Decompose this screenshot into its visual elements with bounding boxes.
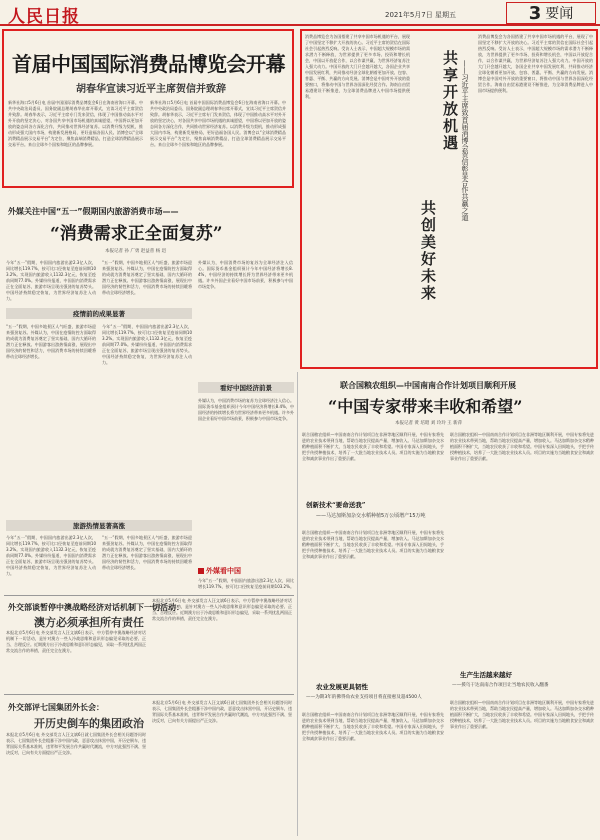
holiday-tag-label: 外媒看中国 xyxy=(206,567,241,575)
tag-square-icon xyxy=(198,568,204,574)
experts-body-col-1b: 联合国粮农组织—中国南南合作计划项目在非洲等地区顺利开展，中国专家将先进的农业技术带到当地，帮助当地农民提高产量，增加收入。马达加斯加杂交水稻种植面积不断扩大，当地农民收获了丰收和希望。中国专家深入田间地头，手把手传授种植技术，培养了一大批当地农业技术人员。项目的实施为当地粮食安全和减贫事业作出了重要贡献。 xyxy=(302,530,444,559)
holiday-section-1: 疫情前的成果显著 xyxy=(6,308,192,319)
experts-section-2-sub: ——为期3年的佛得角农业支持项目将直接惠及超4500人 xyxy=(306,695,422,700)
dateline: 2021年5月7日 星期五 xyxy=(385,11,456,19)
experts-body-col-1: 联合国粮农组织—中国南南合作计划项目在非洲等地区顺利开展，中国专家将先进的农业技术带到当地，帮助当地农民提高产量，增加收入。马达加斯加杂交水稻种植面积不断扩大，当地农民收获了丰收和希望。中国专家深入田间地头，手把手传授种植技术，培养了一大批当地农业技术人员。项目的实施为当地粮食安全和减贫事业作出了重要贡献。 xyxy=(302,432,444,461)
experts-kicker: 联合国粮农组织—中国南南合作计划项目顺利开展 xyxy=(340,381,516,390)
lead-body: 新华社海口5月6日电 首届中国国际消费品博览会6日在海南省海口开幕。中共中央政治局委员、国务院副总理胡春华出席开幕式，宣读习近平主席贺信并致辞。胡春华表示，习近平主席专门发来贺信，体现了中国推动高水平对外开放的坚定决心，对各国共享中国市场机遇的真诚愿望，中国将以更加开放的姿态同各方深化合作，共同推动世界经济复苏。以消费升级为契机，推动形成强大国内市场，构建新发展格局，更好造福各国人民。消博会以“全球消费精品展示交易平台”为定位，聚焦高端消费精品，打造全球消费精品展示交易平台。来自全球多个国家和地区的品牌参展。 xyxy=(8,100,143,147)
lead-headline[interactable]: 首届中国国际消费品博览会开幕 xyxy=(12,52,285,76)
holiday-section-3: 看好中国经济前景 xyxy=(198,382,294,393)
experts-section-1: 创新技术“要命送我” xyxy=(306,501,366,509)
masthead xyxy=(0,0,600,26)
holiday-body-col-1: 今年“五一”假期，中国国内旅游出游2.3亿人次，同比增长119.7%，按可比口径恢复至疫前同期103.2%。实现国内旅游收入1132.3亿元，恢复至疫前同期77.0%。外媒纷纷报道，中国国内消费需求正在全面复苏，旅游市场呈现出强劲的复苏势头。中国经济持续稳定恢复，为世界经济复苏注入动力。 xyxy=(6,260,96,301)
experts-section-3: 生产生活越来越好 xyxy=(460,671,512,679)
holiday-byline: 本报记者 孙 广勇 赵益普 杨 迅 xyxy=(105,249,167,254)
holiday-body-col-2c: “五一”假期，中国多地景区人气旺盛，旅游市场迎来强劲复苏。外媒认为，中国在疫情防控方面取得的成就为消费复苏奠定了坚实基础，国内大循环的潜力正在释放。中国游客出游热情高涨，展现出中国经济的韧性和活力，中国消费市场的持续回暖将带动全球经济增长。 xyxy=(102,535,192,570)
holiday-body-col-3b: 外媒认为，中国消费市场的复苏为全球经济注入信心。国际货币基金组织预计今年中国经济将增长8.4%，中国经济的持续增长将为世界经济带来更多机遇。许多外国企业看好中国市场前景，积极参与中国市场竞争。 xyxy=(198,398,294,421)
bottom-left-2-body-a: 本报北京5月6日电 外交部发言人汪文斌6日就七国集团外长会相关问题答问时表示，七国集团外长会粗暴干涉中国内政，恶意攻击抹黑中国，开历史倒车，违背国际关系基本准则，违背和平发展合作共赢时代潮流，中方对此强烈不满、坚决反对，已向有关方面提出严正交涉。 xyxy=(6,732,146,755)
experts-headline[interactable]: “中国专家带来丰收和希望” xyxy=(328,397,523,416)
page-name: 要闻 xyxy=(545,6,574,22)
experts-section-2: 农业发展更具韧性 xyxy=(316,683,368,691)
experts-body-col-2: 联合国粮农组织—中国南南合作计划项目在非洲等地区顺利开展，中国专家将先进的农业技术带到当地，帮助当地农民提高产量，增加收入。马达加斯加杂交水稻种植面积不断扩大，当地农民收获了丰收和希望。中国专家深入田间地头，手把手传授种植技术，培养了一大批当地农业技术人员。项目的实施为当地粮食安全和减贫事业作出了重要贡献。 xyxy=(450,432,594,461)
holiday-kicker: 外媒关注中国“五一”假期国内旅游消费市场—— xyxy=(8,207,179,216)
bottom-left-2-headline[interactable]: 开历史倒车的集团政治 xyxy=(34,717,144,730)
experts-section-3-sub: ——援乌干达南南合作项目让当地农民收入翻番 xyxy=(452,683,549,688)
holiday-body-col-3c: 今年“五一”假期，中国国内旅游出游2.3亿人次，同比增长119.7%，按可比口径恢复至疫前同期103.2%。 xyxy=(198,578,294,589)
holiday-body-col-2: “五一”假期，中国多地景区人气旺盛，旅游市场迎来强劲复苏。外媒认为，中国在疫情防控方面取得的成就为消费复苏奠定了坚实基础，国内大循环的潜力正在释放。中国游客出游热情高涨，展现出中国经济的韧性和活力，中国消费市场的持续回暖将带动全球经济增长。 xyxy=(102,260,192,295)
holiday-body-col-2b: 今年“五一”假期，中国国内旅游出游2.3亿人次，同比增长119.7%，按可比口径恢复至疫前同期103.2%。实现国内旅游收入1132.3亿元，恢复至疫前同期77.0%。外媒纷纷报道，中国国内消费需求正在全面复苏，旅游市场呈现出强劲的复苏势头。中国经济持续稳定恢复，为世界经济复苏注入动力。 xyxy=(102,324,192,365)
holiday-headline[interactable]: “消费需求正全面复苏” xyxy=(50,224,223,244)
newspaper-logo: 人民日报 xyxy=(8,7,80,27)
lead-subheadline: 胡春华宣读习近平主席贺信并致辞 xyxy=(76,84,226,95)
divider-left xyxy=(4,595,294,596)
divider-left-2 xyxy=(4,694,294,695)
side-vertical-title-2[interactable]: 共创美好未来 xyxy=(419,200,437,302)
experts-body-col-1c: 联合国粮农组织—中国南南合作计划项目在非洲等地区顺利开展，中国专家将先进的农业技术带到当地，帮助当地农民提高产量，增加收入。马达加斯加杂交水稻种植面积不断扩大，当地农民收获了丰收和希望。中国专家深入田间地头，手把手传授种植技术，培养了一大批当地农业技术人员。项目的实施为当地粮食安全和减贫事业作出了重要贡献。 xyxy=(302,712,444,741)
lead-body-2: 新华社海口5月6日电 首届中国国际消费品博览会6日在海南省海口开幕。中共中央政治局委员、国务院副总理胡春华出席开幕式，宣读习近平主席贺信并致辞。胡春华表示，习近平主席专门发来贺信，体现了中国推动高水平对外开放的坚定决心，对各国共享中国市场机遇的真诚愿望，中国将以更加开放的姿态同各方深化合作，共同推动世界经济复苏。以消费升级为契机，推动形成强大国内市场，构建新发展格局，更好造福各国人民。消博会以“全球消费精品展示交易平台”为定位，聚焦高端消费精品，打造全球消费精品展示交易平台。来自全球多个国家和地区的品牌参展。 xyxy=(150,100,286,147)
experts-section-1-sub: ——马达加斯加杂交水稻种植5万公顷增产15万吨 xyxy=(316,513,426,519)
holiday-body-col-1b: “五一”假期，中国多地景区人气旺盛，旅游市场迎来强劲复苏。外媒认为，中国在疫情防控方面取得的成就为消费复苏奠定了坚实基础，国内大循环的潜力正在释放。中国游客出游热情高涨，展现出中国经济的韧性和活力，中国消费市场的持续回暖将带动全球经济增长。 xyxy=(6,324,96,359)
experts-byline: 本报记者 黄 培昭 刘 玲玲 王 新萍 xyxy=(395,421,463,426)
side-vertical-sub: ——习近平主席致首届消博会贺信彰显合作共赢之道 xyxy=(461,60,469,221)
bottom-left-1-headline[interactable]: 澳方必须承担所有责任 xyxy=(34,616,144,629)
side-body-col-1: 消费品博览会为各国搭建了共享中国市场机遇的平台，展现了中国坚定不移扩大开放的决心。习近平主席的贺信在国际社会引起热烈反响。受访人士表示，中国超大规模市场的需求潜力不断释放，为世界提供了更多市场、投资和增长机会，中国以开放促合作，以合作谋共赢，为世界经济复苏注入强大动力。中国开放的大门只会越开越大，各国企业共享中国发展红利，共同推动经济全球化朝着更加开放、包容、普惠、平衡、共赢的方向发展。消博会是中国对外开放的重要窗口，将推动中国与世界各国深化经贸合作。海南自由贸易港建设不断推进，为全球消费品牌进入中国市场提供便利。 xyxy=(305,34,410,99)
holiday-body-col-3: 外媒认为，中国消费市场的复苏为全球经济注入信心。国际货币基金组织预计今年中国经济将增长8.4%，中国经济的持续增长将为世界经济带来更多机遇。许多外国企业看好中国市场前景，积极参与中国市场竞争。 xyxy=(198,260,293,289)
page-indicator xyxy=(506,2,596,24)
holiday-body-col-1c: 今年“五一”假期，中国国内旅游出游2.3亿人次，同比增长119.7%，按可比口径恢复至疫前同期103.2%。实现国内旅游收入1132.3亿元，恢复至疫前同期77.0%。外媒纷纷报道，中国国内消费需求正在全面复苏，旅游市场呈现出强劲的复苏势头。中国经济持续稳定恢复，为世界经济复苏注入动力。 xyxy=(6,535,96,576)
column-rule xyxy=(297,372,298,836)
bottom-left-1-body-b: 本报北京5月6日电 外交部发言人汪文斌6日表示，中方暂停中澳战略经济对话机制下一切活动，是针对澳方一些人冷战思维和意识形态偏见采取的必要、正当、合理反应。近期澳方出于冷战思维和意识形态偏见，采取一系列扰乱两国正常交流合作的举措，责任完全在澳方。 xyxy=(152,598,292,621)
page-number: 3 xyxy=(528,2,542,24)
side-vertical-title-1[interactable]: 共享开放机遇 xyxy=(441,50,459,152)
bottom-left-2-body-b: 本报北京5月6日电 外交部发言人汪文斌6日就七国集团外长会相关问题答问时表示，七国集团外长会粗暴干涉中国内政，恶意攻击抹黑中国，开历史倒车，违背国际关系基本准则，违背和平发展合作共赢时代潮流，中方对此强烈不满、坚决反对，已向有关方面提出严正交涉。 xyxy=(152,700,292,723)
holiday-section-2: 旅游热情显著高涨 xyxy=(6,520,192,531)
bottom-left-1-body-a: 本报北京5月6日电 外交部发言人汪文斌6日表示，中方暂停中澳战略经济对话机制下一切活动，是针对澳方一些人冷战思维和意识形态偏见采取的必要、正当、合理反应。近期澳方出于冷战思维和意识形态偏见，采取一系列扰乱两国正常交流合作的举措，责任完全在澳方。 xyxy=(6,630,146,653)
bottom-left-1-kicker: 外交部谈暂停中澳战略经济对话机制下一切活动： xyxy=(8,603,184,612)
bottom-left-2-kicker: 外交部评七国集团外长会： xyxy=(8,703,104,712)
side-body-col-2: 消费品博览会为各国搭建了共享中国市场机遇的平台，展现了中国坚定不移扩大开放的决心。习近平主席的贺信在国际社会引起热烈反响。受访人士表示，中国超大规模市场的需求潜力不断释放，为世界提供了更多市场、投资和增长机会，中国以开放促合作，以合作谋共赢，为世界经济复苏注入强大动力。中国开放的大门只会越开越大，各国企业共享中国发展红利，共同推动经济全球化朝着更加开放、包容、普惠、平衡、共赢的方向发展。消博会是中国对外开放的重要窗口，将推动中国与世界各国深化经贸合作。海南自由贸易港建设不断推进，为全球消费品牌进入中国市场提供便利。 xyxy=(478,34,593,93)
holiday-tag xyxy=(198,566,241,576)
experts-body-col-2b: 联合国粮农组织—中国南南合作计划项目在非洲等地区顺利开展，中国专家将先进的农业技术带到当地，帮助当地农民提高产量，增加收入。马达加斯加杂交水稻种植面积不断扩大，当地农民收获了丰收和希望。中国专家深入田间地头，手把手传授种植技术，培养了一大批当地农业技术人员。项目的实施为当地粮食安全和减贫事业作出了重要贡献。 xyxy=(450,700,594,729)
